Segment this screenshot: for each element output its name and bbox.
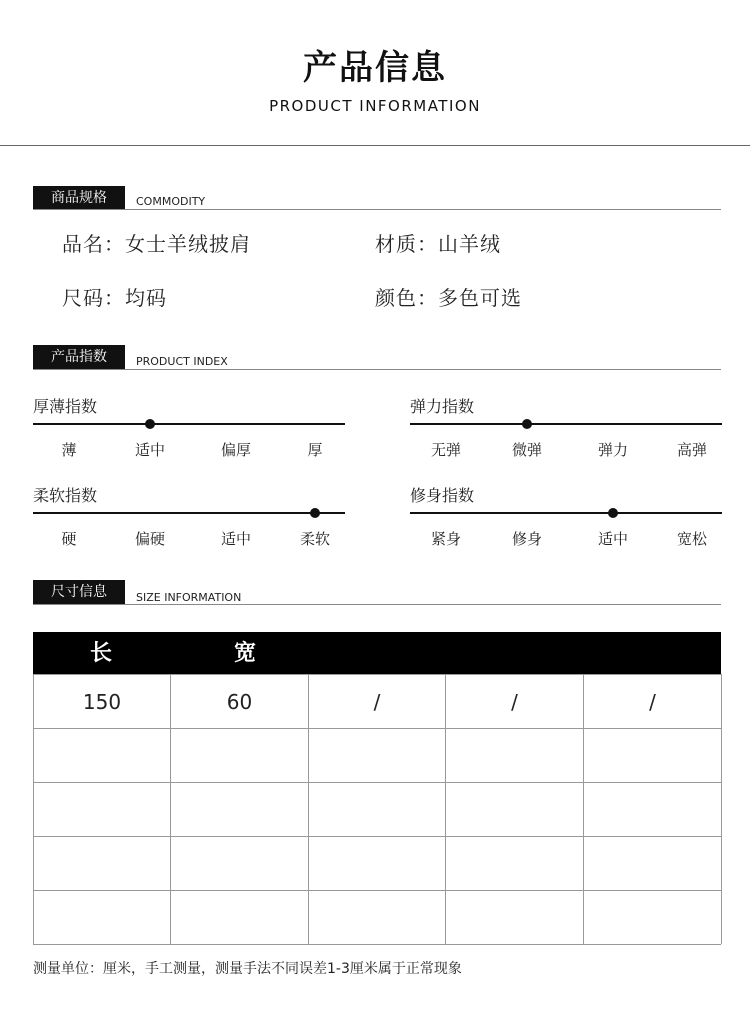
table-cell xyxy=(584,890,722,944)
header-width: 宽 xyxy=(234,641,257,666)
table-cell xyxy=(34,782,171,836)
table-cell: 150 xyxy=(34,674,171,728)
fit-index xyxy=(410,483,722,555)
header-divider xyxy=(0,145,750,146)
table-cell xyxy=(171,890,309,944)
table-cell: / xyxy=(584,674,722,728)
index-label: 适中 xyxy=(220,530,251,548)
commodity-tag-en: COMMODITY xyxy=(136,195,206,208)
index-label: 紧身 xyxy=(430,530,461,548)
thickness-index xyxy=(33,394,345,466)
page-subtitle: PRODUCT INFORMATION xyxy=(269,97,481,115)
table-cell xyxy=(309,836,446,890)
table-cell xyxy=(34,890,171,944)
page-title: 产品信息 xyxy=(303,48,447,88)
index-label: 偏厚 xyxy=(220,441,251,459)
size-info-tag: 尺寸信息 xyxy=(33,580,125,604)
index-track xyxy=(33,512,345,514)
elasticity-index xyxy=(410,394,722,466)
index-label: 柔软 xyxy=(299,530,330,548)
table-cell xyxy=(309,728,446,782)
table-cell xyxy=(446,728,584,782)
index-title: 修身指数 xyxy=(410,486,475,505)
table-cell xyxy=(309,782,446,836)
table-cell xyxy=(446,782,584,836)
table-cell xyxy=(34,728,171,782)
index-label: 宽松 xyxy=(676,530,707,548)
index-label: 适中 xyxy=(597,530,628,548)
table-cell xyxy=(584,782,722,836)
index-label: 微弹 xyxy=(511,441,542,459)
index-title: 柔软指数 xyxy=(33,486,98,505)
index-label: 适中 xyxy=(134,441,165,459)
size-info-tag-en: SIZE INFORMATION xyxy=(136,591,242,604)
table-cell xyxy=(34,836,171,890)
index-marker xyxy=(608,508,618,518)
table-cell xyxy=(446,890,584,944)
header-length: 长 xyxy=(90,641,113,666)
index-label: 弹力 xyxy=(597,441,628,459)
index-track xyxy=(410,423,722,425)
index-track xyxy=(410,512,722,514)
table-cell: 60 xyxy=(171,674,309,728)
commodity-divider xyxy=(33,209,721,210)
product-name: 品名：女士羊绒披肩 xyxy=(62,232,251,256)
index-label: 厚 xyxy=(307,441,323,459)
product-index-tag: 产品指数 xyxy=(33,345,125,369)
index-title: 厚薄指数 xyxy=(33,397,98,416)
size-table xyxy=(33,632,721,945)
table-cell xyxy=(584,728,722,782)
product-index-divider xyxy=(33,369,721,370)
table-cell xyxy=(171,836,309,890)
index-label: 修身 xyxy=(511,530,542,548)
index-marker xyxy=(145,419,155,429)
product-size: 尺码：均码 xyxy=(62,286,167,310)
measurement-note: 测量单位：厘米，手工测量，测量手法不同误差1-3厘米属于正常现象 xyxy=(33,961,462,977)
table-cell xyxy=(584,836,722,890)
index-label: 高弹 xyxy=(676,441,707,459)
index-track xyxy=(33,423,345,425)
index-label: 无弹 xyxy=(430,441,461,459)
table-cell: / xyxy=(309,674,446,728)
index-label: 薄 xyxy=(61,441,77,459)
size-info-divider xyxy=(33,604,721,605)
size-table-header xyxy=(33,632,721,674)
table-cell xyxy=(446,836,584,890)
product-material: 材质：山羊绒 xyxy=(375,232,501,256)
size-table-body xyxy=(33,674,721,945)
product-index-tag-en: PRODUCT INDEX xyxy=(136,355,228,368)
softness-index xyxy=(33,483,345,555)
table-cell: / xyxy=(446,674,584,728)
index-title: 弹力指数 xyxy=(410,397,475,416)
index-label: 硬 xyxy=(61,530,77,548)
index-marker xyxy=(310,508,320,518)
table-cell xyxy=(171,728,309,782)
index-marker xyxy=(522,419,532,429)
table-cell xyxy=(171,782,309,836)
commodity-tag: 商品规格 xyxy=(33,186,125,210)
product-color: 颜色：多色可选 xyxy=(375,286,522,310)
index-label: 偏硬 xyxy=(134,530,165,548)
table-cell xyxy=(309,890,446,944)
